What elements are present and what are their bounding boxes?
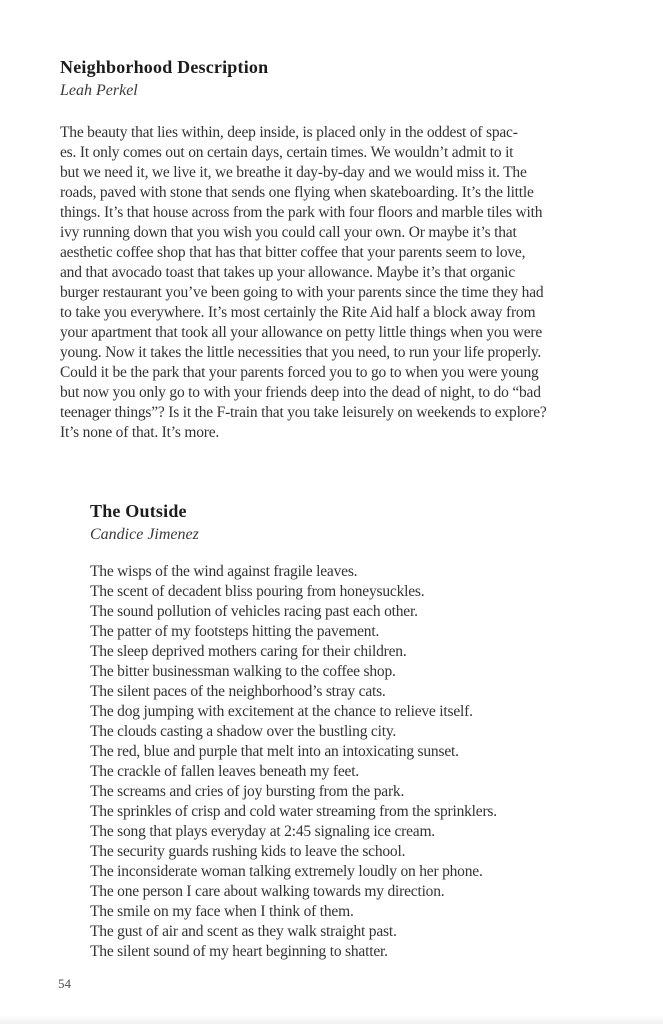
piece-neighborhood-description xyxy=(60,56,623,443)
piece-title: The Outside xyxy=(90,501,187,521)
poem-line: The red, blue and purple that melt into an intoxicating sunset. xyxy=(90,743,459,760)
prose-line: things. It’s that house across from the park with four floors and marble tiles with xyxy=(60,204,543,221)
prose-line: The beauty that lies within, deep inside, is placed only in the oddest of spac- xyxy=(60,124,518,141)
page-content xyxy=(60,56,623,962)
poem-line: The silent sound of my heart beginning to shatter. xyxy=(90,943,388,960)
piece-title: Neighborhood Description xyxy=(60,57,269,77)
poem-line: The sprinkles of crisp and cold water streaming from the sprinklers. xyxy=(90,803,497,820)
poem-line: The wisps of the wind against fragile leaves. xyxy=(90,563,358,580)
prose-line: teenager things”? Is it the F-train that you take leisurely on weekends to explore? xyxy=(60,404,547,421)
prose-line: burger restaurant you’ve been going to with your parents since the time they had xyxy=(60,284,544,301)
poem-line: The clouds casting a shadow over the bustling city. xyxy=(90,723,397,740)
poem-line: The silent paces of the neighborhood’s stray cats. xyxy=(90,683,386,700)
prose-line: and that avocado toast that takes up your allowance. Maybe it’s that organic xyxy=(60,264,515,281)
poem-line: The inconsiderate woman talking extremely loudly on her phone. xyxy=(90,863,483,880)
poem-line: The gust of air and scent as they walk straight past. xyxy=(90,923,397,940)
poem-line: The scent of decadent bliss pouring from honeysuckles. xyxy=(90,583,425,600)
poem-line: The dog jumping with excitement at the chance to relieve itself. xyxy=(90,703,473,720)
poem-line: The sound pollution of vehicles racing past each other. xyxy=(90,603,418,620)
prose-line: but now you only go to with your friends deep into the dead of night, to do “bad xyxy=(60,384,541,401)
page-number: 54 xyxy=(58,976,71,991)
poem-line: The bitter businessman walking to the coffee shop. xyxy=(90,663,396,680)
prose-line: ivy running down that you wish you could call your own. Or maybe it’s that xyxy=(60,224,517,241)
scan-bottom-edge xyxy=(0,1015,663,1024)
poem-line: The one person I care about walking towards my direction. xyxy=(90,883,445,900)
poem-line: The crackle of fallen leaves beneath my feet. xyxy=(90,763,359,780)
prose-line: aesthetic coffee shop that has that bitter coffee that your parents seem to love, xyxy=(60,244,526,261)
prose-line: to take you everywhere. It’s most certainly the Rite Aid half a block away from xyxy=(60,304,536,321)
prose-line: your apartment that took all your allowance on petty little things when you were xyxy=(60,324,543,341)
prose-line: es. It only comes out on certain days, certain times. We wouldn’t admit to it xyxy=(60,144,514,161)
poem-body xyxy=(90,562,623,962)
piece-author: Leah Perkel xyxy=(60,82,138,99)
prose-line: It’s none of that. It’s more. xyxy=(60,424,220,441)
poem-line: The sleep deprived mothers caring for their children. xyxy=(90,643,407,660)
prose-line: Could it be the park that your parents forced you to go to when you were young xyxy=(60,364,539,381)
piece-author: Candice Jimenez xyxy=(90,526,199,543)
prose-line: but we need it, we live it, we breathe it day-by-day and we would miss it. The xyxy=(60,164,527,181)
poem-line: The security guards rushing kids to leave the school. xyxy=(90,843,406,860)
prose-line: young. Now it takes the little necessities that you need, to run your life properly. xyxy=(60,344,542,361)
poem-line: The smile on my face when I think of them. xyxy=(90,903,354,920)
prose-body xyxy=(60,123,623,443)
piece-the-outside xyxy=(90,500,623,962)
poem-line: The patter of my footsteps hitting the pavement. xyxy=(90,623,380,640)
prose-line: roads, paved with stone that sends one flying when skateboarding. It’s the little xyxy=(60,184,534,201)
poem-line: The song that plays everyday at 2:45 signaling ice cream. xyxy=(90,823,435,840)
poem-line: The screams and cries of joy bursting from the park. xyxy=(90,783,405,800)
